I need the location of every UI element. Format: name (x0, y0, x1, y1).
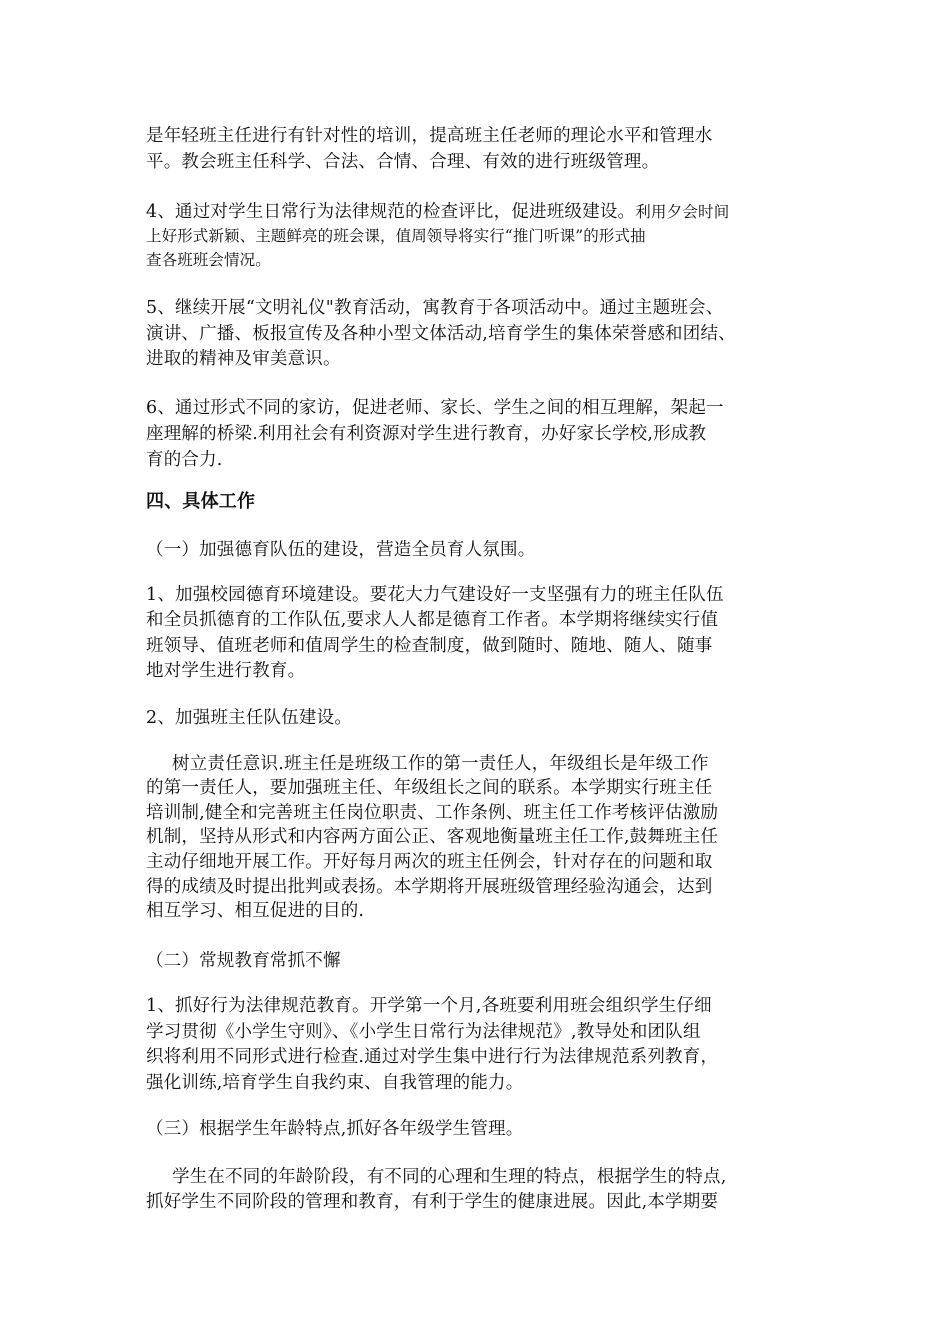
paragraph-line: 上好形式新颖、主题鲜亮的班会课，值周领导将实行“推门听课”的形式抽 (146, 227, 646, 245)
paragraph-line: 树立责任意识.班主任是班级工作的第一责任人，年级组长是年级工作 (172, 754, 709, 774)
subsection-heading: （二）常规教育常抓不懈 (146, 951, 341, 971)
paragraph-line: 进取的精神及审美意识。 (146, 349, 341, 369)
paragraph-line: 6、通过形式不同的家访，促进老师、家长、学生之间的相互理解，架起一 (146, 398, 724, 418)
paragraph-line: 主动仔细地开展工作。开好每月两次的班主任例会，针对存在的问题和取 (146, 852, 713, 872)
paragraph-line: 学生在不同的年龄阶段，有不同的心理和生理的特点，根据学生的特点, (172, 1167, 727, 1187)
item4-tail-text: 利用夕会时间 (635, 203, 730, 221)
paragraph-line: 强化训练,培育学生自我约束、自我管理的能力。 (146, 1073, 524, 1093)
paragraph-line: 是年轻班主任进行有针对性的培训，提高班主任老师的理论水平和管理水 (146, 126, 713, 146)
paragraph-line (146, 200, 729, 224)
paragraph-line: 培训制,健全和完善班主任岗位职责、工作条例、班主任工作考核评估激励 (146, 803, 719, 823)
paragraph-line: 和全员抓德育的工作队伍,要求人人都是德育工作者。本学期将继续实行值 (146, 610, 719, 630)
paragraph-line: 查各班班会情况。 (146, 251, 271, 269)
paragraph-line: 的第一责任人，要加强班主任、年级组长之间的联系。本学期实行班主任 (146, 778, 713, 798)
paragraph-line: 学习贯彻《小学生守则》、《小学生日常行为法律规范》,教导处和团队组 (146, 1022, 701, 1042)
paragraph-line: 相互学习、相互促进的目的. (146, 901, 365, 921)
document-body (146, 0, 806, 1344)
paragraph-line: 地对学生进行教育。 (146, 661, 306, 681)
subsection-heading: （三）根据学生年龄特点,抓好各年级学生管理。 (146, 1119, 524, 1139)
paragraph-line: 得的成绩及时提出批判或表扬。本学期将开展班级管理经验沟通会，达到 (146, 877, 713, 897)
paragraph-line: 织将利用不同形式进行检查.通过对学生集中进行行为法律规范系列教育， (146, 1047, 719, 1067)
paragraph-line: 座理解的桥梁.利用社会有利资源对学生进行教育，办好家长学校,形成教 (146, 424, 707, 444)
list-item-heading: 2、加强班主任队伍建设。 (146, 708, 353, 728)
paragraph-line: 5、继续开展“文明礼仪"教育活动，寓教育于各项活动中。通过主题班会、 (146, 298, 724, 318)
subsection-heading: （一）加强德育队伍的建设，营造全员育人氛围。 (146, 540, 536, 560)
paragraph-line: 平。教会班主任科学、合法、合情、合理、有效的进行班级管理。 (146, 152, 660, 172)
paragraph-line: 班领导、值班老师和值周学生的检查制度，做到随时、随地、随人、随事 (146, 636, 713, 656)
paragraph-line: 抓好学生不同阶段的管理和教育，有利于学生的健康进展。因此,本学期要 (146, 1192, 719, 1212)
paragraph-line: 1、加强校园德育环境建设。要花大力气建设好一支坚强有力的班主任队伍 (146, 585, 724, 605)
item4-main-text: 4、通过对学生日常行为法律规范的检查评比，促进班级建设。 (146, 202, 636, 222)
paragraph-line: 1、抓好行为法律规范教育。开学第一个月,各班要利用班会组织学生仔细 (146, 996, 712, 1016)
section-heading: 四、具体工作 (146, 491, 256, 512)
paragraph-line: 机制，坚持从形式和内容两方面公正、客观地衡量班主任工作,鼓舞班主任 (146, 827, 719, 847)
paragraph-line: 育的合力. (146, 450, 223, 470)
paragraph-line: 演讲、广播、板报宣传及各种小型文体活动,培育学生的集体荣誉感和团结、 (146, 324, 736, 344)
